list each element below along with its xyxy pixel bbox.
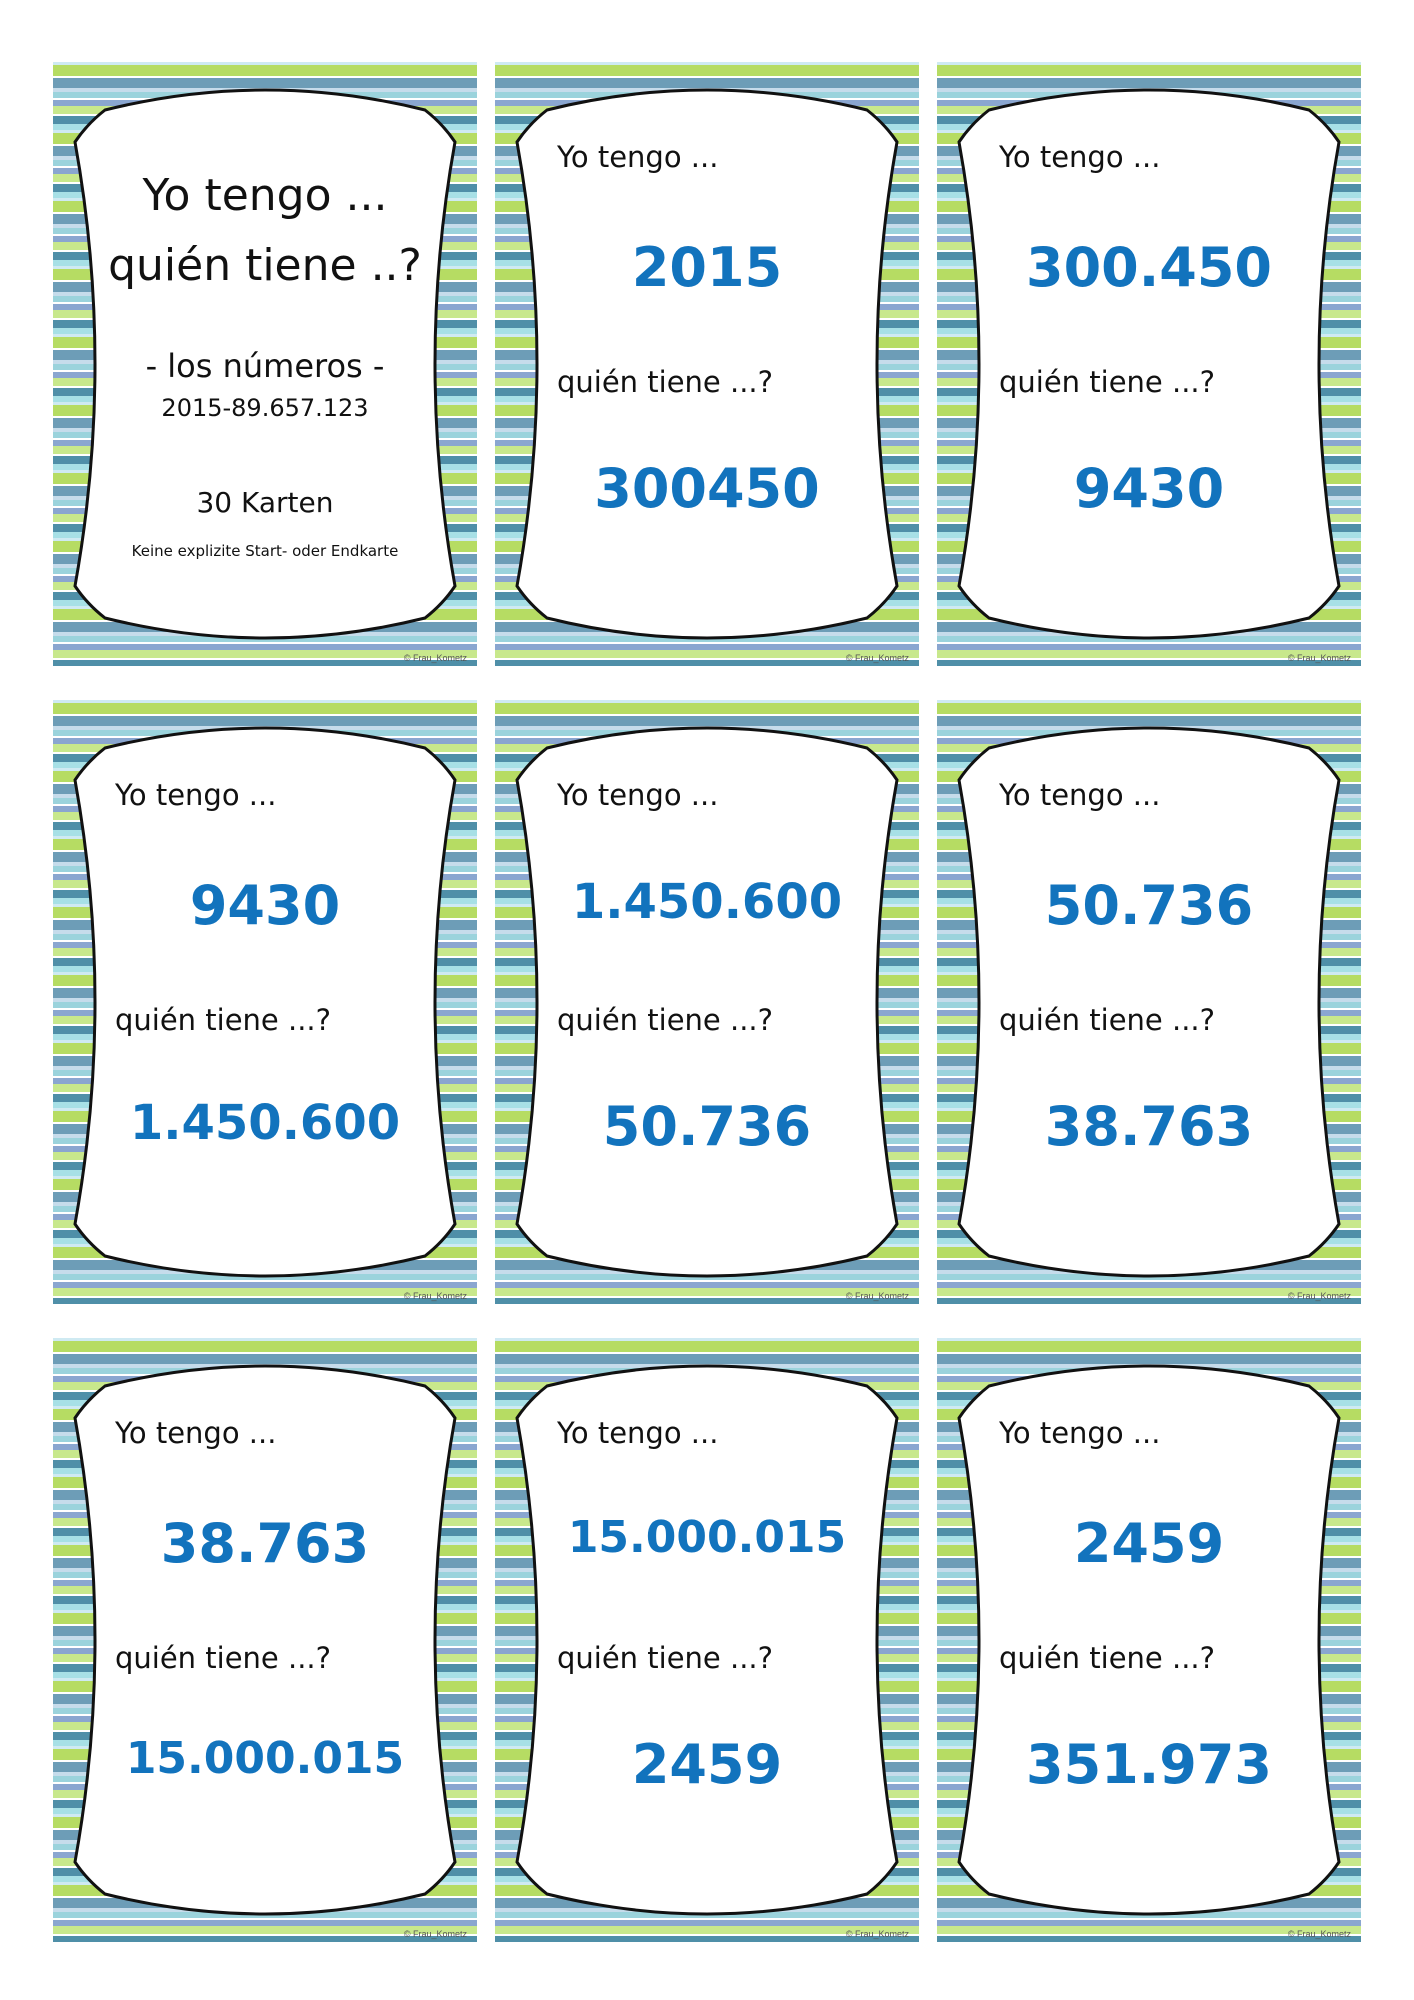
card-count: 30 Karten	[196, 486, 334, 519]
who-has-label: quién tiene ...?	[115, 1641, 332, 1675]
game-card	[53, 1338, 477, 1942]
who-has-number: 38.763	[1044, 1095, 1254, 1158]
who-has-label: quién tiene ...?	[557, 365, 774, 399]
copyright-label: © Frau_Kometz	[403, 1929, 467, 1939]
who-has-number: 351.973	[1026, 1733, 1272, 1796]
copyright-label: © Frau_Kometz	[403, 1291, 467, 1301]
note-text: Keine explizite Start- oder Endkarte	[131, 542, 399, 560]
have-number: 300.450	[1026, 236, 1272, 299]
game-card	[937, 62, 1361, 666]
have-number: 9430	[189, 874, 341, 937]
who-has-label: quién tiene ...?	[115, 1003, 332, 1037]
who-has-number: 15.000.015	[125, 1733, 405, 1784]
who-has-number: 300450	[594, 457, 820, 520]
copyright-label: © Frau_Kometz	[1287, 653, 1351, 663]
copyright-label: © Frau_Kometz	[845, 1929, 909, 1939]
game-card	[937, 700, 1361, 1304]
i-have-label: Yo tengo ...	[999, 140, 1161, 174]
i-have-label: Yo tengo ...	[115, 1416, 277, 1450]
game-card	[495, 1338, 919, 1942]
i-have-label: Yo tengo ...	[557, 140, 719, 174]
i-have-label: Yo tengo ...	[999, 1416, 1161, 1450]
title-card	[53, 62, 477, 666]
have-number: 50.736	[1044, 874, 1254, 937]
i-have-label: Yo tengo ...	[557, 1416, 719, 1450]
who-has-label: quién tiene ...?	[999, 1003, 1216, 1037]
game-card	[495, 700, 919, 1304]
have-number: 38.763	[160, 1512, 370, 1575]
game-card	[53, 700, 477, 1304]
game-card	[495, 62, 919, 666]
copyright-label: © Frau_Kometz	[403, 653, 467, 663]
topic-label: - los números -	[145, 347, 385, 385]
title-line-2: quién tiene ..?	[108, 240, 422, 291]
who-has-number: 9430	[1073, 457, 1225, 520]
have-number: 15.000.015	[567, 1512, 847, 1563]
who-has-label: quién tiene ...?	[999, 365, 1216, 399]
who-has-label: quién tiene ...?	[557, 1003, 774, 1037]
copyright-label: © Frau_Kometz	[845, 653, 909, 663]
title-line-1: Yo tengo ...	[142, 170, 388, 221]
who-has-number: 1.450.600	[129, 1095, 401, 1151]
have-number: 2015	[631, 236, 783, 299]
copyright-label: © Frau_Kometz	[1287, 1291, 1351, 1301]
who-has-number: 50.736	[602, 1095, 812, 1158]
copyright-label: © Frau_Kometz	[1287, 1929, 1351, 1939]
have-number: 1.450.600	[571, 874, 843, 930]
who-has-number: 2459	[631, 1733, 783, 1796]
number-range: 2015-89.657.123	[161, 394, 369, 422]
i-have-label: Yo tengo ...	[557, 778, 719, 812]
i-have-label: Yo tengo ...	[999, 778, 1161, 812]
copyright-label: © Frau_Kometz	[845, 1291, 909, 1301]
i-have-label: Yo tengo ...	[115, 778, 277, 812]
who-has-label: quién tiene ...?	[557, 1641, 774, 1675]
game-card	[937, 1338, 1361, 1942]
who-has-label: quién tiene ...?	[999, 1641, 1216, 1675]
have-number: 2459	[1073, 1512, 1225, 1575]
